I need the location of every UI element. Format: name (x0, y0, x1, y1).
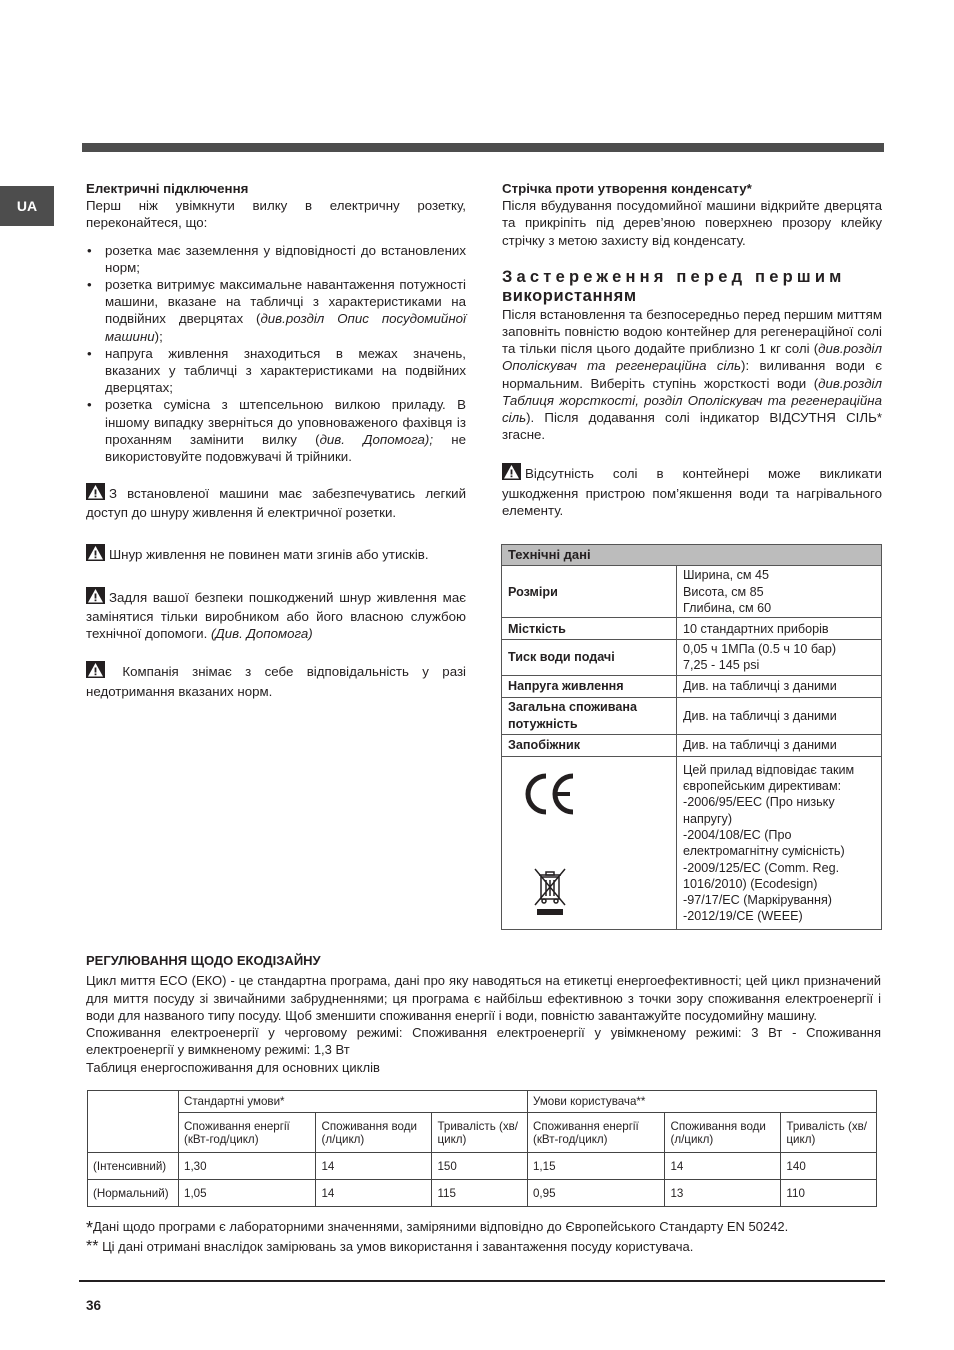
column-group-standard: Стандартні умови* (179, 1091, 528, 1113)
table-row (88, 1091, 877, 1113)
ce-mark-icon (524, 773, 576, 819)
ce-mark-logo (524, 773, 576, 815)
ecodesign-title: РЕГУЛЮВАННЯ ЩОДО ЕКОДІЗАЙНУ (86, 953, 321, 968)
table-row (88, 1113, 877, 1153)
right-column (502, 180, 882, 519)
footnote-1: *Дані щодо програми є лабораторними значеннями, заміряними відповідно до Європейського Стандарту EN 50242. (86, 1218, 789, 1238)
warning-icon (86, 483, 105, 504)
column-header: Тривалість (хв/цикл) (781, 1113, 877, 1153)
energy-table (87, 1090, 877, 1207)
first-use-text: Після встановлення та безпосередньо перед першим миттям заповніть повністю водою контейнер для регенераційної солі та тільки після цього додайте приблизно 1 кг солі (див.розділ Ополіскувач та регенераційна сіль): виливання води є нормальним. Виберіть ступінь жорсткості води (див.розділ Таблиця жорсткості, розділ Ополіскувач та регенераційна сіль). Після додавання солі індикатор ВІДСУТНЯ СІЛЬ* згасне. (502, 306, 882, 443)
warning-liability: Компанія знімає з себе відповідальність у разі недотримання вказаних норм. (86, 661, 466, 699)
ecodesign-power-paragraph: Споживання електроенергії у черговому режимі: Споживання електроенергії у увімкненому режимі: 3 Вт - Споживання електроенергії у вимкненому режимі: 1,3 Вт (86, 1025, 881, 1058)
table-row: Місткість 10 стандартних приборів (502, 618, 882, 640)
electrical-checklist (86, 242, 466, 466)
column-header: Споживання енергії (кВт-год/цикл) (527, 1113, 664, 1153)
table-row: (Нормальний) 1,05 14 115 0,95 13 110 (88, 1180, 877, 1207)
table-row (502, 756, 882, 929)
ecodesign-section (86, 952, 881, 1076)
footnote-2: ** Ці дані отримані внаслідок замірювань за умов використання і завантаження посуду користувача. (86, 1238, 694, 1255)
column-header: Споживання води (л/цикл) (665, 1113, 781, 1153)
language-tab: UA (0, 186, 54, 226)
warning-cord: Шнур живлення не повинен мати згинів або утисків. (86, 544, 466, 565)
ecodesign-paragraph: Цикл миття ECO (ЕКО) - це стандартна програма, дані про яку наводяться на етикетці енергоефективності; цей цикл призначений для миття посуду зі звичайними забрудненнями; ця програма є найбільш ефективною з точки зору споживання електроенергії і води для названого типу посуду. Щоб зменшити споживання енергії і води, повністю завантажуйте посудомийну машину. (86, 973, 881, 1023)
list-item: • розетка витримує максимальне навантаження потужності машини, вказане на табличці з характеристиками на подвійних дверцятах (див.розділ Опис посудомийної машини); (87, 277, 466, 344)
electrical-title: Електричні підключення (86, 181, 249, 196)
weee-bin-icon (532, 867, 568, 923)
table-row: Розміри Ширина, см 45 Висота, см 85 Глибина, см 60 (502, 566, 882, 618)
column-header: Тривалість (хв/цикл) (432, 1113, 528, 1153)
warning-icon (502, 463, 521, 484)
list-item: • розетка має заземлення у відповідності до встановлених норм; (87, 242, 466, 275)
table-row: Запобіжник Див. на табличці з даними (502, 734, 882, 756)
tape-text: Після вбудування посудомийної машини відкрийте дверцята та прикріпіть під дерев’яною поверхнею прозору клейку стрічку з метою захисту від конденсату. (502, 198, 882, 248)
directives-cell: Цей прилад відповідає таким європейським директивам: -2006/95/EEC (Про низьку напругу) -2004/108/EC (Про електромагнітну сумісність) -2009/125/EC (Comm. Reg. 1016/2010) (Ecodesign) -97/17/EC (Маркірування) -2012/19/CE (WEEE) (677, 756, 882, 929)
column-header: Споживання енергії (кВт-год/цикл) (179, 1113, 316, 1153)
technical-data-header: Технічні дані (502, 545, 882, 566)
warning-access: З встановленої машини має забезпечуватись легкий доступ до шнуру живлення й електричної розетки. (86, 483, 466, 521)
ecodesign-table-caption: Таблиця енергоспоживання для основних циклів (86, 1059, 380, 1075)
bottom-rule (79, 1280, 885, 1282)
first-use-title: Застереження перед першим використанням (502, 267, 846, 305)
technical-data-table (501, 544, 882, 930)
warning-icon (86, 587, 105, 608)
warning-salt: Відсутність солі в контейнері може викликати ушкодження пристрою пом’якшення води та нагрівального елементу. (502, 463, 882, 519)
top-rule (82, 143, 884, 152)
tape-title: Стрічка проти утворення конденсату* (502, 181, 752, 196)
table-row: (Інтенсивний) 1,30 14 150 1,15 14 140 (88, 1153, 877, 1180)
list-item: • напруга живлення знаходиться в межах значень, вказаних у табличці з характеристиками на подвійних дверцятах; (87, 345, 466, 396)
table-row: Тиск води подачі 0,05 ч 1МПа (0.5 ч 10 бар) 7,25 - 145 psi (502, 640, 882, 676)
column-group-user: Умови користувача** (527, 1091, 876, 1113)
table-row: Загальна споживана потужність Див. на табличці з даними (502, 697, 882, 734)
column-header: Споживання води (л/цикл) (316, 1113, 432, 1153)
electrical-intro: Перш ніж увімкнути вилку в електричну розетку, переконайтеся, що: (86, 198, 466, 231)
page-number: 36 (86, 1298, 102, 1313)
list-item: • розетка сумісна з штепсельною вилкою приладу. В іншому випадку зверніться до уповноваженого фахівця із проханням замінити вилку (див. Допомога); не використовуйте подовжувачі й трійники. (87, 397, 467, 465)
left-column (86, 180, 466, 700)
warning-icon (86, 544, 105, 565)
warning-replace-cord: Задля вашої безпеки пошкоджений шнур живлення має замінятися тільки виробником або його власною службою технічної допомоги. (Див. Допомога) (86, 587, 466, 643)
warning-icon (86, 661, 105, 682)
table-row: Напруга живлення Див. на табличці з даними (502, 675, 882, 697)
